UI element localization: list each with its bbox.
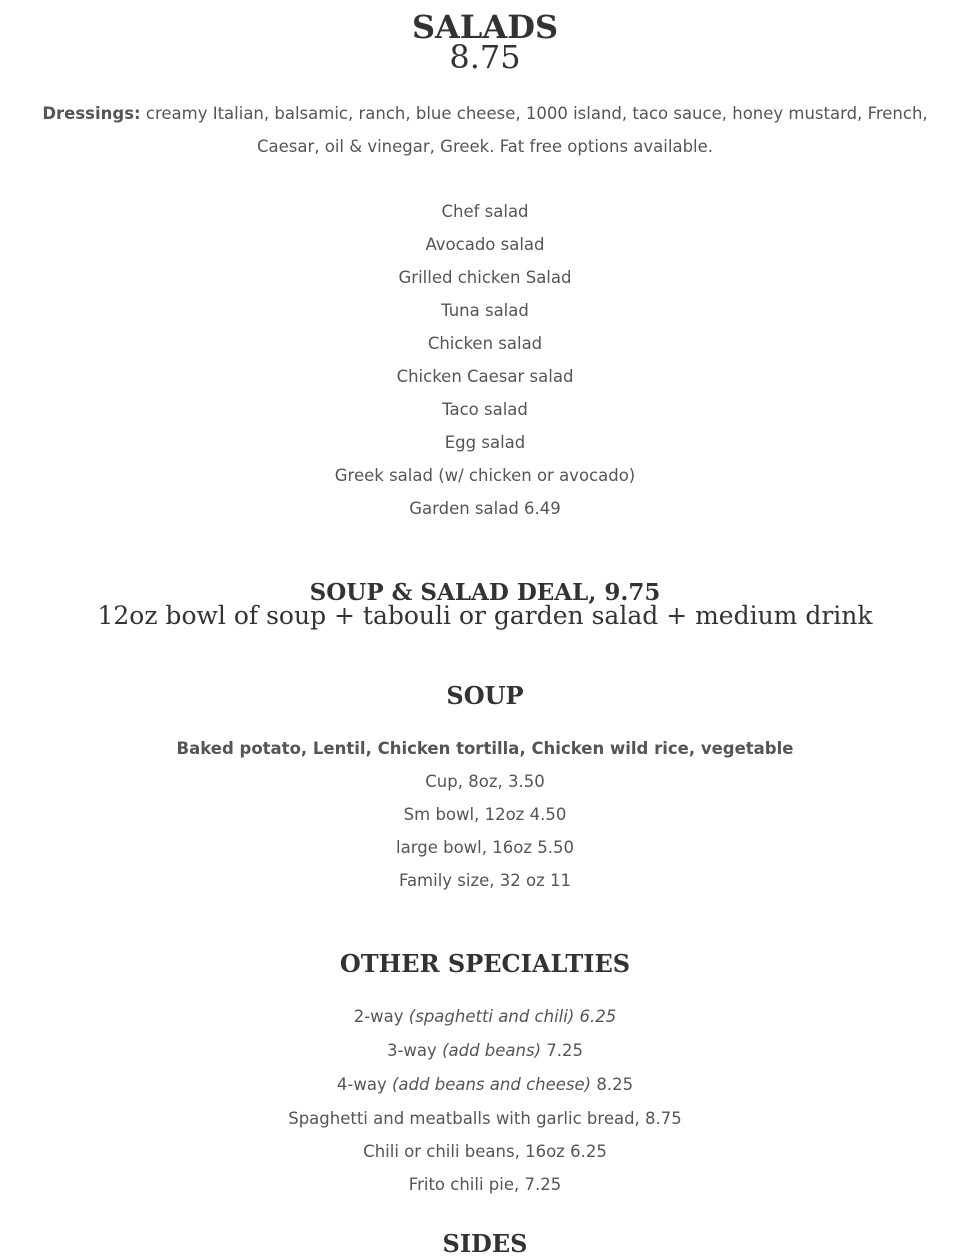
deal-heading: SOUP & SALAD DEAL, 9.75: [309, 579, 661, 606]
sides-heading: SIDES: [442, 1229, 528, 1258]
specialty-name: 2-way: [353, 1007, 409, 1026]
specialty-item: Spaghetti and meatballs with garlic bread, 8.75: [288, 1109, 682, 1128]
salads-price: 8.75: [449, 38, 521, 76]
specialty-price: 7.25: [541, 1041, 584, 1060]
salad-item: Taco salad: [442, 400, 528, 419]
specialty-item: Chili or chili beans, 16oz 6.25: [363, 1142, 607, 1161]
salad-item: Avocado salad: [425, 235, 545, 254]
dressings-list: creamy Italian, balsamic, ranch, blue cheese, 1000 island, taco sauce, honey mustard, French, Caesar, oil & vinegar, Greek. Fat free options available.: [140, 104, 928, 156]
salad-item: Egg salad: [444, 433, 526, 452]
dressings-label: Dressings:: [42, 104, 141, 123]
specialty-detail: (spaghetti and chili) 6.25: [408, 1007, 617, 1026]
dressings-paragraph: [20, 97, 950, 163]
specialty-3-way: [0, 1041, 970, 1061]
specialty-item: Frito chili pie, 7.25: [408, 1175, 562, 1194]
salad-item: Chef salad: [441, 202, 529, 221]
salad-item: Greek salad (w/ chicken or avocado): [334, 466, 636, 485]
specialty-price: 8.25: [591, 1075, 634, 1094]
specialty-4-way: [0, 1075, 970, 1095]
soup-heading: SOUP: [446, 681, 524, 710]
salad-item: Grilled chicken Salad: [398, 268, 572, 287]
soup-size: Cup, 8oz, 3.50: [425, 772, 545, 791]
specialty-name: 4-way: [336, 1075, 392, 1094]
salad-item: Chicken salad: [427, 334, 543, 353]
salad-item: Chicken Caesar salad: [396, 367, 574, 386]
specialty-2-way: [0, 1007, 970, 1027]
specialty-detail: (add beans and cheese): [392, 1075, 592, 1094]
soup-size: Family size, 32 oz 11: [398, 871, 572, 890]
salad-item: Tuna salad: [441, 301, 529, 320]
salads-heading: SALADS: [411, 8, 559, 46]
specialties-heading: OTHER SPECIALTIES: [339, 949, 631, 978]
specialty-detail: (add beans): [442, 1041, 542, 1060]
specialty-name: 3-way: [386, 1041, 443, 1060]
soup-kinds: Baked potato, Lentil, Chicken tortilla, Chicken wild rice, vegetable: [176, 739, 794, 758]
deal-description: 12oz bowl of soup + tabouli or garden salad + medium drink: [97, 601, 873, 630]
salad-item: Garden salad 6.49: [409, 499, 561, 518]
soup-size: large bowl, 16oz 5.50: [396, 838, 574, 857]
soup-size: Sm bowl, 12oz 4.50: [403, 805, 567, 824]
